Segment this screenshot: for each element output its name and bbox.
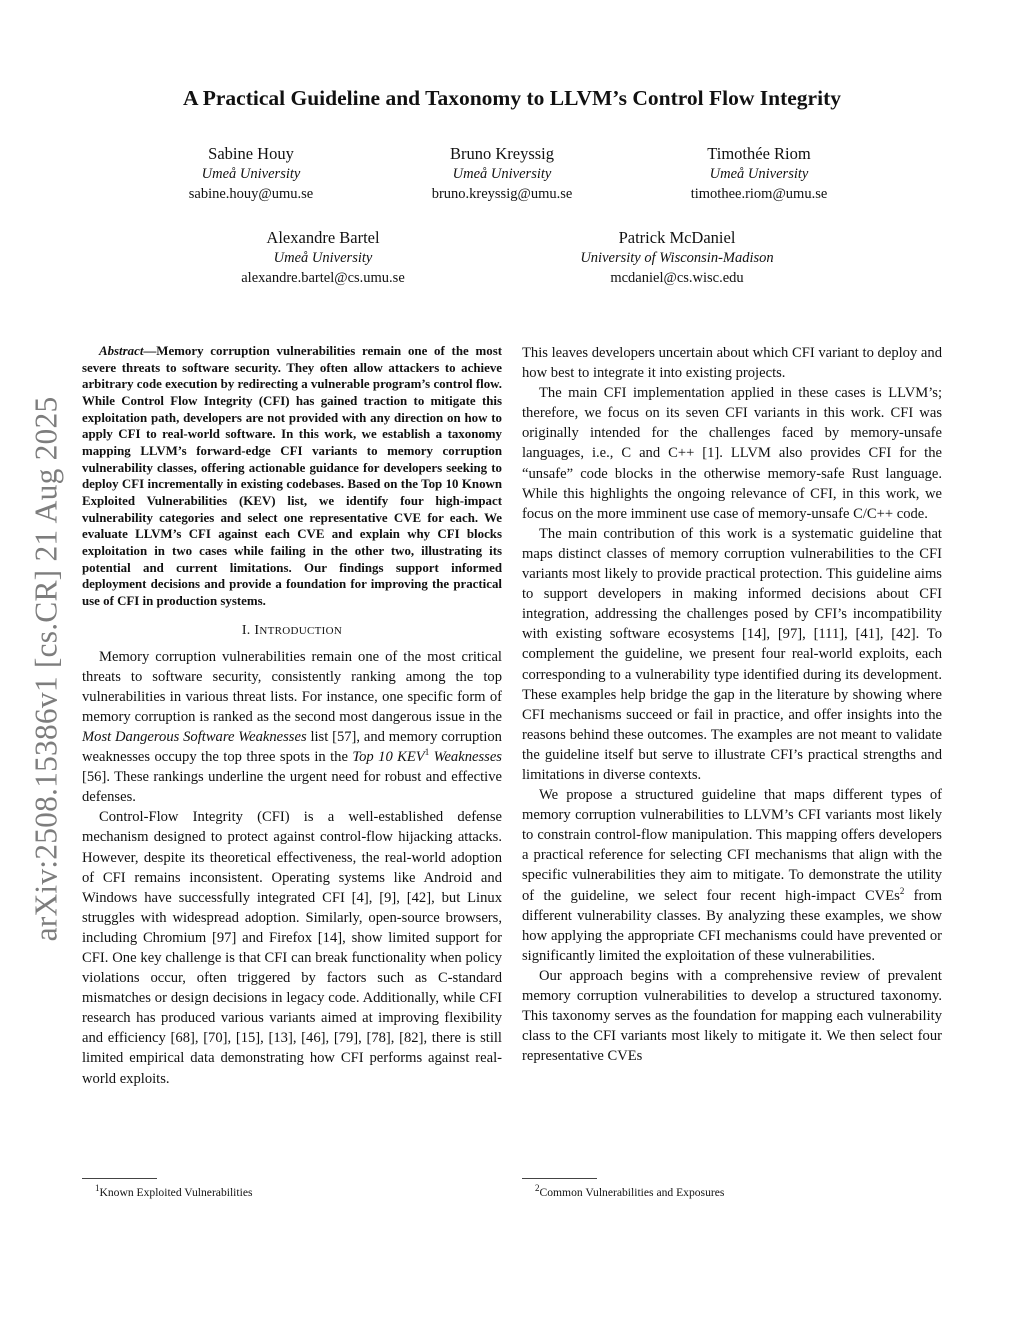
- author-email: timothee.riom@umu.se: [690, 186, 828, 202]
- author-block: [352, 144, 652, 204]
- author-block: [527, 228, 827, 288]
- footnote-marker: 1: [424, 747, 430, 758]
- right-column: [522, 343, 942, 1066]
- abstract-text: Memory corruption vulnerabilities remain one of the most severe threats to software security. They often allow attackers to achieve arbitrary code execution by redirecting a vulnerable program’s control flow. While Control Flow Integrity (CFI) has gained traction to mitigate this exploitation path, developers are not provided with any direction on how to apply CFI to real-world software. In this work, we establish a taxonomy mapping LLVM’s forward-edge CFI variants to memory corruption vulnerability classes, offering actionable guidance for developers seeking to deploy CFI incrementally in existing codebases. Based on the Top 10 Known Exploited Vulnerabilities (KEV) list, we identify four high-impact vulnerability categories and select one representative CVE for each. We evaluate LLVM’s CFI against each CVE and explain why CFI blocks exploitation in two cases while failing in the other two, illustrating its potential and current limitations. Our findings support informed deployment decisions and provide a foundation for improving the practical use of CFI in production systems.: [82, 344, 502, 608]
- section-heading: [82, 621, 502, 641]
- left-column: [82, 343, 502, 1089]
- author-affiliation: University of Wisconsin-Madison: [580, 250, 774, 266]
- author-email: bruno.kreyssig@umu.se: [431, 186, 573, 202]
- author-affiliation: Umeå University: [709, 166, 809, 182]
- section-title-rest: NTRODUCTION: [259, 624, 343, 637]
- section-title-initial: I: [254, 622, 260, 638]
- author-affiliation: Umeå University: [273, 250, 373, 266]
- abstract: [82, 343, 502, 610]
- text-run: from different vulnerability classes. By analyzing these examples, we show how applying the appropriate CFI mechanisms could have prevented or significantly limited the exploitation of these vulnerabilities.: [522, 887, 942, 964]
- abstract-label: Abstract: [99, 344, 144, 358]
- author-block: [609, 144, 909, 204]
- author-name: Patrick McDaniel: [618, 228, 736, 247]
- footnote: [95, 1183, 253, 1200]
- footnote-divider: [82, 1178, 157, 1179]
- author-affiliation: Umeå University: [201, 166, 301, 182]
- footnote-mark: 1: [95, 1183, 100, 1194]
- intro-paragraph: Control-Flow Integrity (CFI) is a well-established defense mechanism designed to protect against control-flow hijacking attacks. However, despite its theoretical effectiveness, the real-world adoption of CFI remains inconsistent. Operating systems like Android and Windows have successfully integrated CFI [4], [9], [42], but Linux struggles with widespread adoption. Similarly, open-source browsers, including Chromium [97] and Firefox [14], show limited support for CFI. One key challenge is that CFI can break functionality when policy violations occur, often triggered by factors such as C-standard mismatches or design decisions in legacy code. Additionally, while CFI research has produced various variants aimed at improving flexibility and efficiency [68], [70], [15], [13], [46], [79], [78], [82], there is still limited empirical data demonstrating how CFI performs against real-world exploits.: [82, 809, 502, 1087]
- body-paragraph: Our approach begins with a comprehensive review of prevalent memory corruption vulnerabilities to develop a structured taxonomy. This taxonomy serves as the foundation for mapping each vulnerability class to the CFI variants most likely to mitigate it. We then select four representative CVEs: [522, 967, 942, 1065]
- footnote-text: Known Exploited Vulnerabilities: [99, 1186, 253, 1199]
- body-paragraph: This leaves developers uncertain about which CFI variant to deploy and how best to integrate it into existing projects.: [522, 345, 942, 382]
- italic-text: Top 10 KEV: [352, 749, 425, 766]
- footnote: [535, 1183, 725, 1200]
- body-paragraph: The main CFI implementation applied in these cases is LLVM’s; therefore, we focus on its seven CFI variants in this work. CFI was originally intended for the challenges faced by memory-unsafe languages, i.e., C and C++ [1]. LLVM also provides CFI for the “unsafe” code blocks in the otherwise memory-safe Rust language. While this highlights the ongoing relevance of CFI, in this work, we focus on the more imminent use case of memory-unsafe C/C++ code.: [522, 385, 942, 522]
- italic-text: Most Dangerous Software Weaknesses: [82, 728, 307, 745]
- footnote-divider: [522, 1178, 597, 1179]
- author-block: [173, 228, 473, 288]
- italic-text: Weaknesses: [429, 749, 502, 766]
- arxiv-identifier-text: arXiv:2508.15386v1 [cs.CR] 21 Aug 2025: [28, 396, 64, 941]
- body-paragraph: The main contribution of this work is a systematic guideline that maps distinct classes of memory corruption vulnerabilities to the CFI variants most likely to provide practical protection. This guideline aims to support developers in making informed decisions about CFI integration, addressing the challenges posed by CFI’s incompatibility with existing software ecosystems [14], [97], [111], [41], [42]. To complement the guideline, we present four real-world exploits, each corresponding to a vulnerability type identified during its development. These examples help bridge the gap in the literature by showing where CFI mechanisms succeed or fail in practice, and offer insights into the reasons behind these outcomes. The examples are not meant to validate the guideline itself but serve to illustrate CFI’s practical strengths and limitations in diverse contexts.: [522, 525, 942, 783]
- text-run: Memory corruption vulnerabilities remain one of the most critical threats to software security, consistently ranking among the top vulnerabilities in various threat lists. For instance, one specific form of memory corruption is ranked as the second most dangerous issue in the: [82, 648, 502, 725]
- author-name: Bruno Kreyssig: [449, 144, 555, 163]
- footnote-marker: 2: [899, 885, 905, 896]
- author-affiliation: Umeå University: [452, 166, 552, 182]
- section-number: I.: [241, 622, 251, 638]
- author-name: Timothée Riom: [707, 144, 811, 163]
- body-paragraph: [522, 785, 942, 966]
- text-run: [56]. These rankings underline the urgent need for robust and effective defenses.: [82, 769, 502, 806]
- author-email: mcdaniel@cs.wisc.edu: [610, 270, 744, 286]
- paper-title: A Practical Guideline and Taxonomy to LLVM’s Control Flow Integrity: [183, 86, 841, 110]
- arxiv-identifier-stamp: [26, 366, 66, 971]
- text-run: list [57], and memory corruption weaknesses occupy the top three spots in the: [82, 728, 502, 766]
- footnote-text: Common Vulnerabilities and Exposures: [539, 1186, 725, 1199]
- footnote-mark: 2: [535, 1183, 540, 1194]
- intro-paragraph: [82, 647, 502, 808]
- author-name: Sabine Houy: [208, 144, 294, 163]
- text-run: We propose a structured guideline that maps different types of memory corruption vulnerabilities to LLVM’s CFI variants most likely to constrain control-flow manipulation. This mapping offers developers a practical reference for selecting CFI mechanisms that align with the specific vulnerabilities they aim to mitigate. To demonstrate the utility of the guideline, we select four recent high-impact CVEs: [522, 787, 942, 904]
- author-name: Alexandre Bartel: [266, 228, 380, 247]
- author-email: alexandre.bartel@cs.umu.se: [241, 270, 405, 286]
- author-email: sabine.houy@umu.se: [188, 186, 314, 202]
- abstract-dash: —: [143, 344, 157, 358]
